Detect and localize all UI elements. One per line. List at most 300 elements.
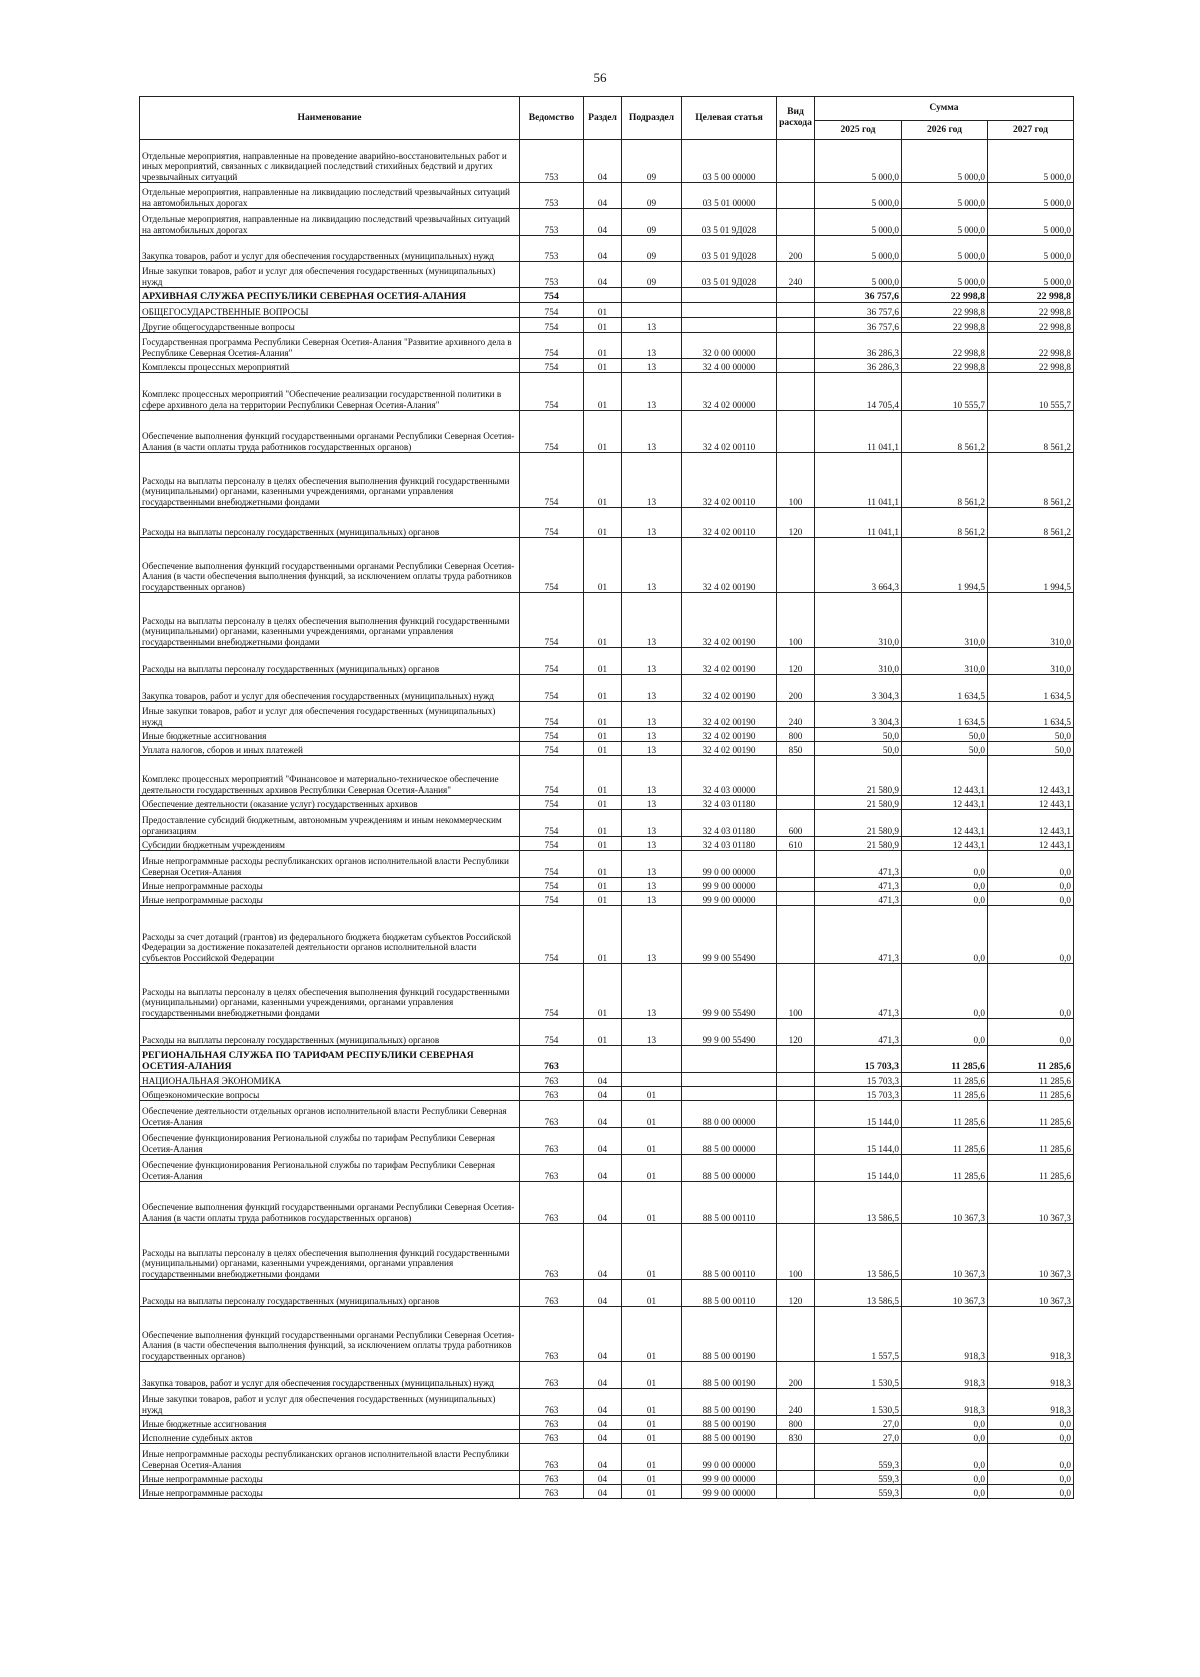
cell-celevaya: 88 5 00 00110 (682, 1182, 777, 1224)
cell-sum-2026: 0,0 (902, 892, 988, 906)
cell-sum-2026: 0,0 (902, 1019, 988, 1046)
cell-vid: 200 (777, 236, 815, 262)
cell-vid (777, 373, 815, 411)
table-row (140, 183, 1074, 209)
cell-celevaya: 88 5 00 00000 (682, 1155, 777, 1182)
cell-sum-2025: 15 703,3 (815, 1046, 902, 1073)
cell-podrazdel: 13 (622, 837, 682, 851)
cell-celevaya: 99 9 00 55490 (682, 906, 777, 964)
table-body (140, 140, 1074, 1499)
cell-sum-2025: 5 000,0 (815, 209, 902, 236)
cell-celevaya: 99 9 00 55490 (682, 964, 777, 1019)
cell-vid: 120 (777, 1280, 815, 1307)
cell-celevaya: 32 4 02 00110 (682, 411, 777, 453)
cell-vid (777, 303, 815, 318)
cell-vedomstvo: 753 (520, 183, 584, 209)
cell-name: Расходы на выплаты персоналу государственных (муниципальных) органов (140, 1280, 520, 1307)
cell-celevaya: 99 9 00 00000 (682, 1471, 777, 1485)
cell-vid: 120 (777, 508, 815, 538)
cell-vid (777, 183, 815, 209)
table-row (140, 1155, 1074, 1182)
cell-razdel: 04 (584, 183, 622, 209)
cell-vedomstvo: 754 (520, 892, 584, 906)
cell-sum-2027: 12 443,1 (988, 837, 1074, 851)
cell-name: Закупка товаров, работ и услуг для обеспечения государственных (муниципальных) нужд (140, 1362, 520, 1389)
cell-sum-2026: 918,3 (902, 1362, 988, 1389)
cell-vid: 100 (777, 964, 815, 1019)
cell-sum-2026: 0,0 (902, 1430, 988, 1444)
cell-sum-2027: 22 998,8 (988, 318, 1074, 333)
cell-vid: 850 (777, 742, 815, 756)
cell-celevaya: 32 4 03 01180 (682, 796, 777, 810)
cell-sum-2027: 918,3 (988, 1389, 1074, 1416)
cell-celevaya: 99 9 00 00000 (682, 878, 777, 892)
cell-sum-2026: 0,0 (902, 964, 988, 1019)
cell-sum-2026: 10 367,3 (902, 1280, 988, 1307)
cell-sum-2026: 1 634,5 (902, 675, 988, 702)
cell-razdel: 04 (584, 236, 622, 262)
cell-podrazdel: 13 (622, 373, 682, 411)
cell-vid (777, 878, 815, 892)
cell-sum-2026: 1 634,5 (902, 702, 988, 728)
cell-vedomstvo: 753 (520, 236, 584, 262)
cell-vid (777, 359, 815, 373)
cell-sum-2025: 15 703,3 (815, 1087, 902, 1101)
cell-sum-2027: 11 285,6 (988, 1046, 1074, 1073)
cell-sum-2025: 14 705,4 (815, 373, 902, 411)
cell-name: Расходы на выплаты персоналу в целях обеспечения выполнения функций государственными (муниципальными) органами, казенными учреждениями, органами управления государственными внебюджетными фондами (140, 964, 520, 1019)
cell-sum-2027: 11 285,6 (988, 1155, 1074, 1182)
cell-podrazdel: 01 (622, 1362, 682, 1389)
cell-celevaya: 88 5 00 00000 (682, 1128, 777, 1155)
table-row (140, 1471, 1074, 1485)
cell-sum-2026: 0,0 (902, 1485, 988, 1499)
cell-sum-2026: 918,3 (902, 1307, 988, 1362)
cell-name: Иные непрограммные расходы республиканских органов исполнительной власти Республики Северная Осетия-Алания (140, 851, 520, 878)
cell-razdel: 01 (584, 373, 622, 411)
table-row (140, 1416, 1074, 1430)
cell-sum-2026: 5 000,0 (902, 262, 988, 288)
cell-podrazdel: 13 (622, 675, 682, 702)
cell-name: Комплексы процессных мероприятий (140, 359, 520, 373)
cell-razdel: 04 (584, 1307, 622, 1362)
cell-vid: 610 (777, 837, 815, 851)
cell-razdel: 01 (584, 878, 622, 892)
cell-razdel: 01 (584, 675, 622, 702)
cell-vid (777, 1101, 815, 1128)
cell-sum-2027: 0,0 (988, 1471, 1074, 1485)
cell-celevaya (682, 318, 777, 333)
cell-sum-2027: 22 998,8 (988, 359, 1074, 373)
cell-podrazdel: 01 (622, 1416, 682, 1430)
cell-sum-2026: 5 000,0 (902, 236, 988, 262)
cell-name: Обеспечение выполнения функций государственными органами Республики Северная Осетия-Алания (в части обеспечения выполнения функций, за исключением оплаты труда работников государственных органов) (140, 1307, 520, 1362)
cell-sum-2025: 11 041,1 (815, 508, 902, 538)
cell-sum-2025: 15 144,0 (815, 1101, 902, 1128)
cell-celevaya: 32 4 02 00110 (682, 508, 777, 538)
cell-vedomstvo: 754 (520, 373, 584, 411)
cell-celevaya: 88 5 00 00190 (682, 1362, 777, 1389)
cell-vid (777, 906, 815, 964)
cell-name: Уплата налогов, сборов и иных платежей (140, 742, 520, 756)
cell-podrazdel: 01 (622, 1280, 682, 1307)
cell-name: Субсидии бюджетным учреждениям (140, 837, 520, 851)
table-row (140, 318, 1074, 333)
cell-sum-2027: 0,0 (988, 878, 1074, 892)
cell-sum-2027: 0,0 (988, 1485, 1074, 1499)
header-2027: 2027 год (988, 121, 1074, 140)
cell-podrazdel: 13 (622, 851, 682, 878)
cell-razdel: 01 (584, 538, 622, 593)
cell-vedomstvo: 763 (520, 1280, 584, 1307)
cell-razdel: 01 (584, 837, 622, 851)
cell-vid: 240 (777, 702, 815, 728)
cell-celevaya: 32 4 02 00000 (682, 373, 777, 411)
cell-sum-2027: 0,0 (988, 964, 1074, 1019)
cell-celevaya: 03 5 01 9Д028 (682, 262, 777, 288)
cell-vid (777, 288, 815, 303)
cell-vedomstvo: 754 (520, 333, 584, 359)
cell-name: Отдельные мероприятия, направленные на ликвидацию последствий чрезвычайных ситуаций на автомобильных дорогах (140, 183, 520, 209)
cell-vid (777, 756, 815, 796)
cell-sum-2027: 12 443,1 (988, 796, 1074, 810)
table-row (140, 837, 1074, 851)
cell-vid: 100 (777, 1224, 815, 1280)
cell-sum-2027: 12 443,1 (988, 810, 1074, 837)
header-celevaya: Целевая статья (682, 97, 777, 140)
cell-sum-2026: 5 000,0 (902, 140, 988, 183)
cell-sum-2027: 5 000,0 (988, 236, 1074, 262)
cell-vedomstvo: 754 (520, 593, 584, 648)
header-name: Наименование (140, 97, 520, 140)
table-row (140, 236, 1074, 262)
cell-sum-2026: 12 443,1 (902, 837, 988, 851)
cell-vedomstvo: 754 (520, 756, 584, 796)
cell-podrazdel: 13 (622, 648, 682, 675)
cell-celevaya: 99 9 00 00000 (682, 892, 777, 906)
cell-vid (777, 140, 815, 183)
cell-celevaya: 32 4 02 00190 (682, 593, 777, 648)
table-row (140, 1046, 1074, 1073)
cell-celevaya: 03 5 00 00000 (682, 140, 777, 183)
cell-podrazdel: 13 (622, 1019, 682, 1046)
cell-podrazdel (622, 303, 682, 318)
cell-celevaya: 88 5 00 00110 (682, 1224, 777, 1280)
cell-razdel: 04 (584, 1073, 622, 1087)
cell-celevaya: 99 0 00 00000 (682, 851, 777, 878)
cell-sum-2025: 15 144,0 (815, 1128, 902, 1155)
cell-name: Расходы на выплаты персоналу в целях обеспечения выполнения функций государственными (муниципальными) органами, казенными учреждениями, органами управления государственными внебюджетными фондами (140, 593, 520, 648)
cell-sum-2027: 50,0 (988, 742, 1074, 756)
cell-celevaya: 99 9 00 55490 (682, 1019, 777, 1046)
cell-name: Расходы за счет дотаций (грантов) из федерального бюджета бюджетам субъектов Российской Федерации за достижение показателей деятельности органов исполнительной власти субъектов Российской Федерации (140, 906, 520, 964)
cell-razdel: 04 (584, 262, 622, 288)
cell-vedomstvo: 754 (520, 648, 584, 675)
cell-vedomstvo: 754 (520, 675, 584, 702)
cell-sum-2026: 11 285,6 (902, 1155, 988, 1182)
cell-sum-2025: 11 041,1 (815, 411, 902, 453)
table-row (140, 1307, 1074, 1362)
cell-sum-2025: 21 580,9 (815, 756, 902, 796)
cell-celevaya (682, 303, 777, 318)
cell-sum-2025: 471,3 (815, 878, 902, 892)
table-row (140, 796, 1074, 810)
cell-sum-2026: 0,0 (902, 1444, 988, 1471)
cell-vid: 800 (777, 728, 815, 742)
cell-vid: 240 (777, 262, 815, 288)
cell-vedomstvo: 754 (520, 906, 584, 964)
cell-sum-2026: 10 367,3 (902, 1224, 988, 1280)
cell-vedomstvo: 754 (520, 837, 584, 851)
cell-name: Государственная программа Республики Северная Осетия-Алания "Развитие архивного дела в Республике Северная Осетия-Алания" (140, 333, 520, 359)
cell-podrazdel (622, 288, 682, 303)
cell-name: Комплекс процессных мероприятий "Финансовое и материально-техническое обеспечение деятельности государственных архивов Республики Северная Осетия-Алания" (140, 756, 520, 796)
cell-razdel: 01 (584, 810, 622, 837)
cell-podrazdel (622, 1073, 682, 1087)
cell-celevaya: 32 4 02 00190 (682, 538, 777, 593)
cell-celevaya: 99 9 00 00000 (682, 1485, 777, 1499)
cell-podrazdel: 13 (622, 756, 682, 796)
cell-sum-2026: 12 443,1 (902, 756, 988, 796)
table-row (140, 702, 1074, 728)
cell-razdel: 04 (584, 1280, 622, 1307)
cell-sum-2026: 11 285,6 (902, 1073, 988, 1087)
cell-podrazdel: 01 (622, 1485, 682, 1499)
cell-podrazdel (622, 1046, 682, 1073)
cell-sum-2026: 5 000,0 (902, 183, 988, 209)
cell-sum-2026: 50,0 (902, 742, 988, 756)
cell-razdel: 01 (584, 906, 622, 964)
cell-name: Расходы на выплаты персоналу государственных (муниципальных) органов (140, 508, 520, 538)
cell-vedomstvo: 763 (520, 1430, 584, 1444)
cell-vid (777, 209, 815, 236)
cell-vid: 100 (777, 453, 815, 508)
cell-celevaya (682, 288, 777, 303)
cell-sum-2025: 5 000,0 (815, 236, 902, 262)
cell-sum-2025: 471,3 (815, 892, 902, 906)
cell-name: Иные закупки товаров, работ и услуг для обеспечения государственных (муниципальных) нужд (140, 702, 520, 728)
cell-name: АРХИВНАЯ СЛУЖБА РЕСПУБЛИКИ СЕВЕРНАЯ ОСЕТИЯ-АЛАНИЯ (140, 288, 520, 303)
cell-sum-2027: 11 285,6 (988, 1128, 1074, 1155)
table-row (140, 1362, 1074, 1389)
cell-podrazdel: 09 (622, 183, 682, 209)
cell-razdel: 04 (584, 1416, 622, 1430)
cell-podrazdel: 13 (622, 453, 682, 508)
cell-name: РЕГИОНАЛЬНАЯ СЛУЖБА ПО ТАРИФАМ РЕСПУБЛИКИ СЕВЕРНАЯ ОСЕТИЯ-АЛАНИЯ (140, 1046, 520, 1073)
table-row (140, 1073, 1074, 1087)
cell-sum-2026: 0,0 (902, 1471, 988, 1485)
table-row (140, 906, 1074, 964)
cell-vedomstvo: 763 (520, 1485, 584, 1499)
cell-podrazdel: 09 (622, 236, 682, 262)
cell-sum-2026: 11 285,6 (902, 1087, 988, 1101)
cell-celevaya: 88 5 00 00190 (682, 1307, 777, 1362)
cell-podrazdel: 13 (622, 411, 682, 453)
cell-name: Исполнение судебных актов (140, 1430, 520, 1444)
cell-name: Иные непрограммные расходы (140, 892, 520, 906)
cell-sum-2027: 0,0 (988, 1416, 1074, 1430)
cell-vid: 200 (777, 1362, 815, 1389)
cell-podrazdel: 13 (622, 333, 682, 359)
cell-razdel: 01 (584, 303, 622, 318)
cell-sum-2026: 11 285,6 (902, 1101, 988, 1128)
cell-vedomstvo: 763 (520, 1444, 584, 1471)
cell-sum-2025: 559,3 (815, 1485, 902, 1499)
cell-podrazdel: 13 (622, 538, 682, 593)
cell-sum-2026: 12 443,1 (902, 810, 988, 837)
cell-name: Обеспечение выполнения функций государственными органами Республики Северная Осетия-Алания (в части обеспечения выполнения функций, за исключением оплаты труда работников государственных органов) (140, 538, 520, 593)
table-row (140, 964, 1074, 1019)
cell-podrazdel: 13 (622, 728, 682, 742)
cell-sum-2026: 0,0 (902, 851, 988, 878)
cell-sum-2027: 0,0 (988, 1019, 1074, 1046)
table-row (140, 1280, 1074, 1307)
cell-sum-2026: 22 998,8 (902, 288, 988, 303)
cell-name: Расходы на выплаты персоналу государственных (муниципальных) органов (140, 1019, 520, 1046)
cell-sum-2026: 11 285,6 (902, 1046, 988, 1073)
cell-sum-2027: 918,3 (988, 1307, 1074, 1362)
cell-vid (777, 796, 815, 810)
cell-vedomstvo: 754 (520, 1019, 584, 1046)
cell-vedomstvo: 754 (520, 796, 584, 810)
cell-sum-2026: 8 561,2 (902, 411, 988, 453)
cell-podrazdel: 13 (622, 878, 682, 892)
cell-razdel: 01 (584, 411, 622, 453)
cell-name: Обеспечение выполнения функций государственными органами Республики Северная Осетия-Алания (в части оплаты труда работников государственных органов) (140, 1182, 520, 1224)
cell-podrazdel: 09 (622, 209, 682, 236)
cell-sum-2025: 471,3 (815, 851, 902, 878)
cell-celevaya: 32 0 00 00000 (682, 333, 777, 359)
cell-sum-2025: 21 580,9 (815, 837, 902, 851)
cell-vid (777, 1087, 815, 1101)
cell-celevaya: 32 4 00 00000 (682, 359, 777, 373)
cell-razdel: 04 (584, 1389, 622, 1416)
cell-sum-2025: 13 586,5 (815, 1280, 902, 1307)
header-podrazdel: Подраздел (622, 97, 682, 140)
cell-sum-2025: 15 703,3 (815, 1073, 902, 1087)
cell-sum-2025: 471,3 (815, 1019, 902, 1046)
cell-podrazdel: 01 (622, 1128, 682, 1155)
table-row (140, 742, 1074, 756)
cell-vid (777, 538, 815, 593)
cell-celevaya: 88 5 00 00190 (682, 1430, 777, 1444)
cell-name: Расходы на выплаты персоналу в целях обеспечения выполнения функций государственными (муниципальными) органами, казенными учреждениями, органами управления государственными внебюджетными фондами (140, 1224, 520, 1280)
cell-name: Иные закупки товаров, работ и услуг для обеспечения государственных (муниципальных) нужд (140, 1389, 520, 1416)
cell-podrazdel: 01 (622, 1182, 682, 1224)
cell-razdel: 04 (584, 140, 622, 183)
cell-name: Расходы на выплаты персоналу государственных (муниципальных) органов (140, 648, 520, 675)
cell-razdel: 04 (584, 1087, 622, 1101)
cell-sum-2027: 11 285,6 (988, 1073, 1074, 1087)
cell-vid: 120 (777, 1019, 815, 1046)
cell-sum-2026: 10 555,7 (902, 373, 988, 411)
table-row (140, 303, 1074, 318)
cell-vedomstvo: 754 (520, 878, 584, 892)
cell-sum-2025: 559,3 (815, 1444, 902, 1471)
cell-vedomstvo: 763 (520, 1073, 584, 1087)
cell-podrazdel: 13 (622, 593, 682, 648)
cell-podrazdel: 01 (622, 1430, 682, 1444)
cell-name: Другие общегосударственные вопросы (140, 318, 520, 333)
cell-razdel: 04 (584, 1430, 622, 1444)
cell-razdel: 04 (584, 209, 622, 236)
cell-name: Закупка товаров, работ и услуг для обеспечения государственных (муниципальных) нужд (140, 675, 520, 702)
cell-vedomstvo: 754 (520, 728, 584, 742)
cell-razdel: 01 (584, 453, 622, 508)
cell-sum-2027: 310,0 (988, 593, 1074, 648)
cell-sum-2025: 36 757,6 (815, 303, 902, 318)
header-summa: Сумма (815, 97, 1074, 121)
cell-vedomstvo: 754 (520, 742, 584, 756)
cell-vedomstvo: 763 (520, 1087, 584, 1101)
cell-podrazdel: 01 (622, 1101, 682, 1128)
cell-podrazdel: 09 (622, 262, 682, 288)
table-row (140, 288, 1074, 303)
cell-podrazdel: 01 (622, 1087, 682, 1101)
table-row (140, 411, 1074, 453)
table-row (140, 373, 1074, 411)
cell-celevaya: 32 4 02 00190 (682, 728, 777, 742)
cell-sum-2025: 471,3 (815, 964, 902, 1019)
cell-vedomstvo: 763 (520, 1155, 584, 1182)
cell-vedomstvo: 753 (520, 262, 584, 288)
cell-sum-2025: 27,0 (815, 1430, 902, 1444)
cell-sum-2027: 22 998,8 (988, 303, 1074, 318)
cell-sum-2025: 36 757,6 (815, 318, 902, 333)
cell-celevaya (682, 1046, 777, 1073)
table-row (140, 1444, 1074, 1471)
cell-name: Комплекс процессных мероприятий "Обеспечение реализации государственной политики в сфере архивного дела на территории Республики Северная Осетия-Алания" (140, 373, 520, 411)
cell-sum-2025: 1 557,5 (815, 1307, 902, 1362)
cell-celevaya: 32 4 03 00000 (682, 756, 777, 796)
table-row (140, 648, 1074, 675)
cell-sum-2027: 8 561,2 (988, 453, 1074, 508)
table-row (140, 1128, 1074, 1155)
cell-vid (777, 1182, 815, 1224)
cell-sum-2027: 5 000,0 (988, 140, 1074, 183)
cell-name: Отдельные мероприятия, направленные на ликвидацию последствий чрезвычайных ситуаций на автомобильных дорогах (140, 209, 520, 236)
cell-vedomstvo: 754 (520, 508, 584, 538)
cell-vedomstvo: 763 (520, 1182, 584, 1224)
cell-name: Иные бюджетные ассигнования (140, 1416, 520, 1430)
cell-razdel: 04 (584, 1444, 622, 1471)
cell-celevaya: 32 4 02 00190 (682, 702, 777, 728)
cell-celevaya: 32 4 03 01180 (682, 837, 777, 851)
cell-sum-2027: 0,0 (988, 906, 1074, 964)
cell-celevaya: 03 5 01 9Д028 (682, 236, 777, 262)
cell-sum-2026: 22 998,8 (902, 333, 988, 359)
cell-vid (777, 1046, 815, 1073)
cell-podrazdel: 13 (622, 810, 682, 837)
cell-sum-2025: 50,0 (815, 728, 902, 742)
cell-celevaya: 88 5 00 00110 (682, 1280, 777, 1307)
cell-name: Иные непрограммные расходы (140, 1485, 520, 1499)
cell-sum-2025: 21 580,9 (815, 796, 902, 810)
cell-podrazdel: 13 (622, 742, 682, 756)
table-row (140, 508, 1074, 538)
cell-vedomstvo: 763 (520, 1416, 584, 1430)
cell-vid (777, 333, 815, 359)
cell-podrazdel: 13 (622, 359, 682, 373)
cell-sum-2027: 50,0 (988, 728, 1074, 742)
cell-sum-2027: 1 634,5 (988, 702, 1074, 728)
cell-razdel: 01 (584, 796, 622, 810)
cell-razdel: 01 (584, 333, 622, 359)
header-vedomstvo: Ведомство (520, 97, 584, 140)
cell-vid (777, 1485, 815, 1499)
table-row (140, 1224, 1074, 1280)
table-row (140, 1430, 1074, 1444)
